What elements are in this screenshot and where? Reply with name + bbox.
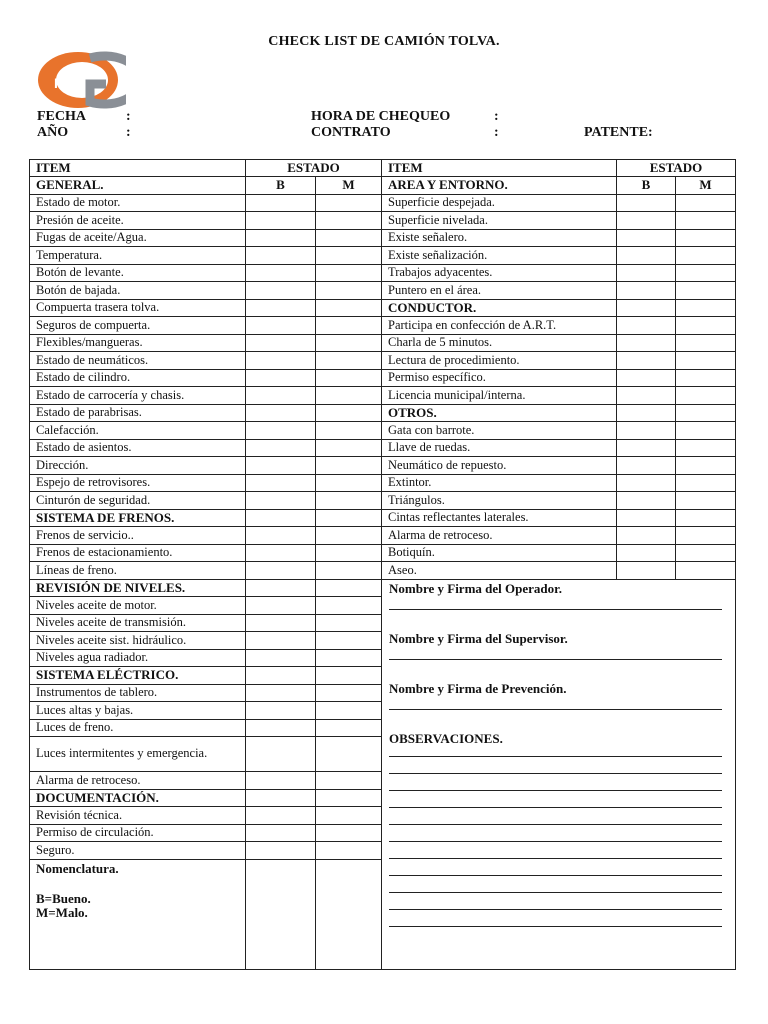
checklist-item: Frenos de servicio.. <box>30 527 246 545</box>
checklist-item: Participa en confección de A.R.T. <box>382 317 617 335</box>
check-cell-b[interactable] <box>246 509 316 527</box>
checklist-item: Existe señalero. <box>382 229 617 247</box>
observation-line[interactable] <box>389 892 722 893</box>
check-cell-m[interactable] <box>316 422 382 440</box>
checklist-item: Estado de neumáticos. <box>30 352 246 370</box>
estado-header: ESTADO <box>617 160 736 177</box>
check-cell-b[interactable] <box>246 422 316 440</box>
check-cell-m[interactable] <box>676 264 736 282</box>
check-cell-m[interactable] <box>316 614 382 632</box>
check-cell-m[interactable] <box>316 299 382 317</box>
observation-line[interactable] <box>389 841 722 842</box>
check-cell-m[interactable] <box>676 439 736 457</box>
check-cell-b[interactable] <box>246 299 316 317</box>
check-cell-m[interactable] <box>676 387 736 405</box>
checklist-item: Puntero en el área. <box>382 282 617 300</box>
check-cell-m <box>316 859 382 969</box>
check-cell-b[interactable] <box>246 544 316 562</box>
check-cell-b[interactable] <box>246 212 316 230</box>
checklist-item: Fugas de aceite/Agua. <box>30 229 246 247</box>
check-cell-m[interactable] <box>316 334 382 352</box>
check-cell-b[interactable] <box>246 614 316 632</box>
col-b-header: B <box>246 177 316 195</box>
check-cell-m[interactable] <box>676 247 736 265</box>
checklist-item: Estado de asientos. <box>30 439 246 457</box>
legend-malo: M=Malo. <box>36 904 88 920</box>
check-cell-m[interactable] <box>316 772 382 790</box>
checklist-table <box>29 159 736 970</box>
logo-letter: F <box>54 75 63 91</box>
checklist-item: Flexibles/mangueras. <box>30 334 246 352</box>
check-cell-m[interactable] <box>676 492 736 510</box>
checklist-item: Niveles agua radiador. <box>30 649 246 667</box>
check-cell-m[interactable] <box>676 369 736 387</box>
check-cell-b[interactable] <box>246 579 316 597</box>
contrato-colon: : <box>494 125 499 140</box>
observation-line[interactable] <box>389 858 722 859</box>
observation-line[interactable] <box>389 926 722 927</box>
checklist-item: Seguro. <box>30 842 246 860</box>
check-cell-b[interactable] <box>617 439 676 457</box>
check-cell-b[interactable] <box>246 667 316 685</box>
check-cell-m[interactable] <box>316 789 382 807</box>
section-title: GENERAL. <box>30 177 246 195</box>
check-cell-b[interactable] <box>617 474 676 492</box>
check-cell-b[interactable] <box>246 474 316 492</box>
checklist-item: Alarma de retroceso. <box>382 527 617 545</box>
checklist-item: Aseo. <box>382 562 617 580</box>
check-cell-m[interactable] <box>316 632 382 650</box>
patente-label: PATENTE: <box>584 125 653 140</box>
check-cell-b[interactable] <box>617 334 676 352</box>
check-cell-b[interactable] <box>246 737 316 772</box>
check-cell-b[interactable] <box>246 229 316 247</box>
check-cell-b[interactable] <box>617 527 676 545</box>
check-cell-b <box>246 859 316 969</box>
check-cell-b[interactable] <box>246 282 316 300</box>
signature-line[interactable] <box>389 609 722 610</box>
observation-line[interactable] <box>389 807 722 808</box>
legend-bueno: B=Bueno. <box>36 891 91 907</box>
checklist-item: Luces altas y bajas. <box>30 702 246 720</box>
check-cell-m[interactable] <box>316 404 382 422</box>
check-cell-m[interactable] <box>316 439 382 457</box>
section-title: CONDUCTOR. <box>382 299 617 317</box>
checklist-item: Instrumentos de tablero. <box>30 684 246 702</box>
check-cell-b[interactable] <box>246 597 316 615</box>
check-cell-b[interactable] <box>246 369 316 387</box>
check-cell-m[interactable] <box>316 247 382 265</box>
checklist-item: Estado de cilindro. <box>30 369 246 387</box>
checklist-item: Llave de ruedas. <box>382 439 617 457</box>
check-cell-b[interactable] <box>246 439 316 457</box>
check-cell-b[interactable] <box>617 247 676 265</box>
check-cell-b[interactable] <box>617 264 676 282</box>
check-cell-m[interactable] <box>316 842 382 860</box>
checklist-item: Dirección. <box>30 457 246 475</box>
section-title: REVISIÓN DE NIVELES. <box>30 579 246 597</box>
checklist-item: Triángulos. <box>382 492 617 510</box>
check-cell-m[interactable] <box>316 369 382 387</box>
observation-line[interactable] <box>389 824 722 825</box>
observation-line[interactable] <box>389 909 722 910</box>
checklist-item: Seguros de compuerta. <box>30 317 246 335</box>
check-cell-m[interactable] <box>676 457 736 475</box>
check-cell-b[interactable] <box>246 649 316 667</box>
check-cell-b[interactable] <box>617 282 676 300</box>
check-cell-m[interactable] <box>676 317 736 335</box>
check-cell-m[interactable] <box>316 667 382 685</box>
check-cell-m[interactable] <box>676 334 736 352</box>
checklist-item: Estado de motor. <box>30 194 246 212</box>
ano-colon: : <box>126 125 131 140</box>
check-cell-b[interactable] <box>246 492 316 510</box>
check-cell-b[interactable] <box>617 194 676 212</box>
check-cell-b[interactable] <box>617 457 676 475</box>
checklist-item: Niveles aceite de motor. <box>30 597 246 615</box>
checklist-item: Niveles aceite de transmisión. <box>30 614 246 632</box>
check-cell-m[interactable] <box>676 352 736 370</box>
check-cell-m[interactable] <box>316 457 382 475</box>
hora-colon: : <box>494 109 499 124</box>
hora-label: HORA DE CHEQUEO <box>311 109 451 124</box>
checklist-item: Trabajos adyacentes. <box>382 264 617 282</box>
check-cell-b[interactable] <box>246 247 316 265</box>
check-cell-m[interactable] <box>316 702 382 720</box>
check-cell-m[interactable] <box>676 229 736 247</box>
check-cell-m[interactable] <box>676 562 736 580</box>
check-cell-b[interactable] <box>246 317 316 335</box>
check-cell-m[interactable] <box>316 282 382 300</box>
check-cell-b[interactable] <box>617 387 676 405</box>
checklist-item: Neumático de repuesto. <box>382 457 617 475</box>
check-cell-b[interactable] <box>617 492 676 510</box>
check-cell-m[interactable] <box>316 264 382 282</box>
nomenclature-legend <box>30 859 246 969</box>
checklist-item: Temperatura. <box>30 247 246 265</box>
check-cell-m[interactable] <box>316 212 382 230</box>
check-cell-b[interactable] <box>246 457 316 475</box>
checklist-item: Niveles aceite sist. hidráulico. <box>30 632 246 650</box>
checklist-item: Cintas reflectantes laterales. <box>382 509 617 527</box>
company-logo <box>36 48 126 112</box>
check-cell-b[interactable] <box>246 842 316 860</box>
checklist-item: Licencia municipal/interna. <box>382 387 617 405</box>
observation-line[interactable] <box>389 773 722 774</box>
section-title: SISTEMA DE FRENOS. <box>30 509 246 527</box>
check-cell-m[interactable] <box>676 299 736 317</box>
check-cell-b[interactable] <box>617 404 676 422</box>
observation-line[interactable] <box>389 756 722 757</box>
check-cell-m[interactable] <box>676 194 736 212</box>
operator-signature-label: Nombre y Firma del Operador. <box>389 580 562 596</box>
item-header: ITEM <box>30 160 246 177</box>
section-title: AREA Y ENTORNO. <box>382 177 617 195</box>
col-m-header: M <box>316 177 382 195</box>
check-cell-b[interactable] <box>246 702 316 720</box>
checklist-item: Luces intermitentes y emergencia. <box>30 737 246 772</box>
check-cell-m[interactable] <box>676 404 736 422</box>
check-cell-m[interactable] <box>316 597 382 615</box>
check-cell-b[interactable] <box>246 632 316 650</box>
check-cell-b[interactable] <box>617 422 676 440</box>
checklist-item: Compuerta trasera tolva. <box>30 299 246 317</box>
observation-line[interactable] <box>389 790 722 791</box>
check-cell-m[interactable] <box>316 719 382 737</box>
check-cell-b[interactable] <box>246 527 316 545</box>
checklist-item: Líneas de freno. <box>30 562 246 580</box>
check-cell-b[interactable] <box>246 387 316 405</box>
ano-label: AÑO <box>37 125 69 140</box>
check-cell-b[interactable] <box>617 229 676 247</box>
check-cell-m[interactable] <box>316 492 382 510</box>
check-cell-m[interactable] <box>316 387 382 405</box>
checklist-item: Extintor. <box>382 474 617 492</box>
check-cell-b[interactable] <box>246 264 316 282</box>
checklist-item: Superficie despejada. <box>382 194 617 212</box>
section-title: SISTEMA ELÉCTRICO. <box>30 667 246 685</box>
check-cell-m[interactable] <box>676 422 736 440</box>
item-header: ITEM <box>382 160 617 177</box>
check-cell-m[interactable] <box>316 527 382 545</box>
checklist-item: Gata con barrote. <box>382 422 617 440</box>
check-cell-b[interactable] <box>246 334 316 352</box>
signature-panel <box>382 579 736 969</box>
check-cell-b[interactable] <box>617 562 676 580</box>
checklist-item: Charla de 5 minutos. <box>382 334 617 352</box>
contrato-label: CONTRATO <box>311 125 391 140</box>
checklist-item: Lectura de procedimiento. <box>382 352 617 370</box>
checklist-item: Botón de levante. <box>30 264 246 282</box>
check-cell-b[interactable] <box>246 404 316 422</box>
document-title: CHECK LIST DE CAMIÓN TOLVA. <box>268 34 500 49</box>
checklist-item: Alarma de retroceso. <box>30 772 246 790</box>
check-cell-m[interactable] <box>316 579 382 597</box>
check-cell-m[interactable] <box>676 474 736 492</box>
nomenclature-title: Nomenclatura. <box>36 860 119 876</box>
checklist-item: Luces de freno. <box>30 719 246 737</box>
estado-header: ESTADO <box>246 160 382 177</box>
check-cell-m[interactable] <box>316 317 382 335</box>
check-cell-b[interactable] <box>617 352 676 370</box>
checklist-item: Estado de carrocería y chasis. <box>30 387 246 405</box>
check-cell-b[interactable] <box>617 369 676 387</box>
check-cell-m[interactable] <box>316 352 382 370</box>
col-m-header: M <box>676 177 736 195</box>
check-cell-m[interactable] <box>316 194 382 212</box>
check-cell-b[interactable] <box>246 719 316 737</box>
section-title: DOCUMENTACIÓN. <box>30 789 246 807</box>
checklist-item: Botiquín. <box>382 544 617 562</box>
check-cell-m[interactable] <box>676 212 736 230</box>
check-cell-m[interactable] <box>676 509 736 527</box>
checklist-item: Presión de aceite. <box>30 212 246 230</box>
check-cell-m[interactable] <box>676 282 736 300</box>
check-cell-m[interactable] <box>316 562 382 580</box>
check-cell-b[interactable] <box>617 317 676 335</box>
section-title: OTROS. <box>382 404 617 422</box>
observations-label: OBSERVACIONES. <box>389 730 503 746</box>
checklist-item: Revisión técnica. <box>30 807 246 825</box>
check-cell-b[interactable] <box>246 194 316 212</box>
check-cell-m[interactable] <box>676 544 736 562</box>
checklist-item: Cinturón de seguridad. <box>30 492 246 510</box>
check-cell-m[interactable] <box>316 509 382 527</box>
check-cell-m[interactable] <box>316 229 382 247</box>
check-cell-b[interactable] <box>246 562 316 580</box>
check-cell-b[interactable] <box>246 807 316 825</box>
checklist-item: Botón de bajada. <box>30 282 246 300</box>
prevention-signature-label: Nombre y Firma de Prevención. <box>389 680 567 696</box>
checklist-item: Superficie nivelada. <box>382 212 617 230</box>
checklist-item: Espejo de retrovisores. <box>30 474 246 492</box>
checklist-item: Calefacción. <box>30 422 246 440</box>
check-cell-b[interactable] <box>617 299 676 317</box>
check-cell-b[interactable] <box>246 352 316 370</box>
check-cell-b[interactable] <box>246 824 316 842</box>
observation-line[interactable] <box>389 875 722 876</box>
fecha-label: FECHA <box>37 109 86 124</box>
check-cell-m[interactable] <box>316 807 382 825</box>
checklist-item: Estado de parabrisas. <box>30 404 246 422</box>
check-cell-b[interactable] <box>246 684 316 702</box>
check-cell-m[interactable] <box>316 649 382 667</box>
fecha-colon: : <box>126 109 131 124</box>
check-cell-m[interactable] <box>316 474 382 492</box>
check-cell-b[interactable] <box>617 509 676 527</box>
checklist-item: Frenos de estacionamiento. <box>30 544 246 562</box>
check-cell-b[interactable] <box>617 544 676 562</box>
signature-line[interactable] <box>389 709 722 710</box>
check-cell-m[interactable] <box>316 737 382 772</box>
check-cell-b[interactable] <box>246 789 316 807</box>
checklist-item: Permiso específico. <box>382 369 617 387</box>
signature-line[interactable] <box>389 659 722 660</box>
col-b-header: B <box>617 177 676 195</box>
check-cell-m[interactable] <box>316 544 382 562</box>
checklist-item: Permiso de circulación. <box>30 824 246 842</box>
checklist-item: Existe señalización. <box>382 247 617 265</box>
check-cell-m[interactable] <box>316 684 382 702</box>
supervisor-signature-label: Nombre y Firma del Supervisor. <box>389 630 568 646</box>
check-cell-b[interactable] <box>617 212 676 230</box>
check-cell-m[interactable] <box>316 824 382 842</box>
check-cell-m[interactable] <box>676 527 736 545</box>
check-cell-b[interactable] <box>246 772 316 790</box>
